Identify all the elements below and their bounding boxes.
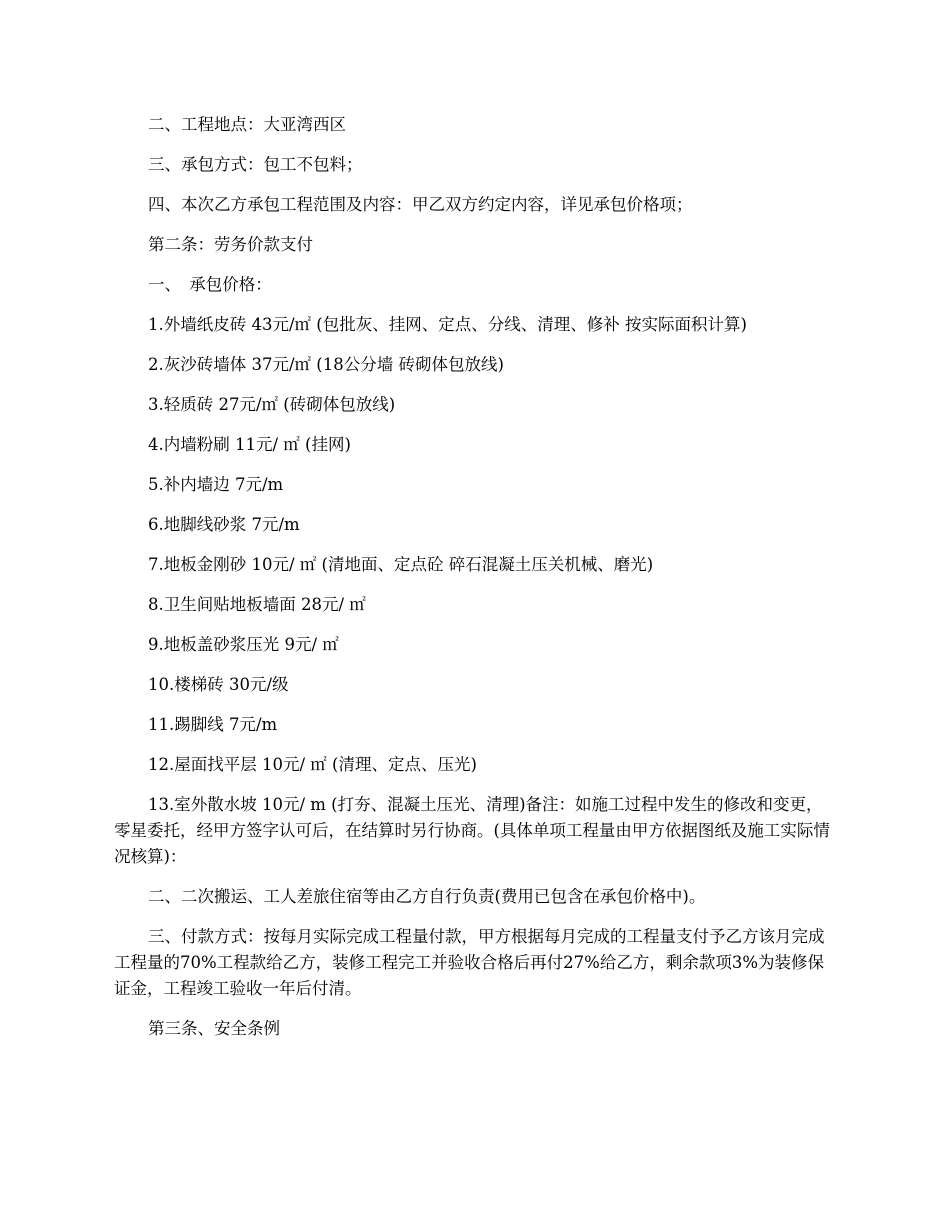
paragraph-contract-method: 三、承包方式：包工不包料； <box>148 155 363 174</box>
price-item-11: 11.踢脚线 7元/m <box>148 715 278 734</box>
price-item-5: 5.补内墙边 7元/m <box>148 475 284 494</box>
paragraph-contract-price-heading: 一、 承包价格： <box>148 275 272 294</box>
price-item-1: 1.外墙纸皮砖 43元/㎡ (包批灰、挂网、定点、分线、清理、修补 按实际面积计算) <box>148 315 747 334</box>
paragraph-contract-scope: 四、本次乙方承包工程范围及内容：甲乙双方约定内容，详见承包价格项； <box>148 195 693 214</box>
paragraph-transport-lodging: 二、二次搬运、工人差旅住宿等由乙方自行负责(费用已包含在承包价格中)。 <box>148 887 706 906</box>
price-item-8: 8.卫生间贴地板墙面 28元/ ㎡ <box>148 595 366 614</box>
price-item-7: 7.地板金刚砂 10元/ ㎡ (清地面、定点砼 碎石混凝土压关机械、磨光) <box>148 555 654 574</box>
paragraph-project-location: 二、工程地点：大亚湾西区 <box>148 115 346 134</box>
section-heading-article-3: 第三条、安全条例 <box>148 1019 280 1038</box>
document-body <box>114 112 834 1056</box>
section-heading-article-2: 第二条：劳务价款支付 <box>148 235 313 254</box>
price-item-9: 9.地板盖砂浆压光 9元/ ㎡ <box>148 635 339 654</box>
price-item-13: 13.室外散水坡 10元/ m (打夯、混凝土压光、清理)备注：如施工过程中发生的修改和变更，零星委托，经甲方签字认可后，在结算时另行协商。(具体单项工程量由甲方依据图纸及施工实际情况核算)： <box>114 795 830 866</box>
price-item-4: 4.内墙粉刷 11元/ ㎡ (挂网) <box>148 435 351 454</box>
paragraph-payment-method: 三、付款方式：按每月实际完成工程量付款，甲方根据每月完成的工程量支付予乙方该月完成工程量的70%工程款给乙方，装修工程完工并验收合格后再付27%给乙方，剩余款项3%为装修保证金，工程竣工验收一年后付清。 <box>114 927 825 998</box>
price-item-2: 2.灰沙砖墙体 37元/㎡ (18公分墙 砖砌体包放线) <box>148 355 504 374</box>
price-item-12: 12.屋面找平层 10元/ ㎡ (清理、定点、压光) <box>148 755 477 774</box>
price-item-10: 10.楼梯砖 30元/级 <box>148 675 289 694</box>
price-item-6: 6.地脚线砂浆 7元/m <box>148 515 300 534</box>
price-item-3: 3.轻质砖 27元/㎡ (砖砌体包放线) <box>148 395 396 414</box>
